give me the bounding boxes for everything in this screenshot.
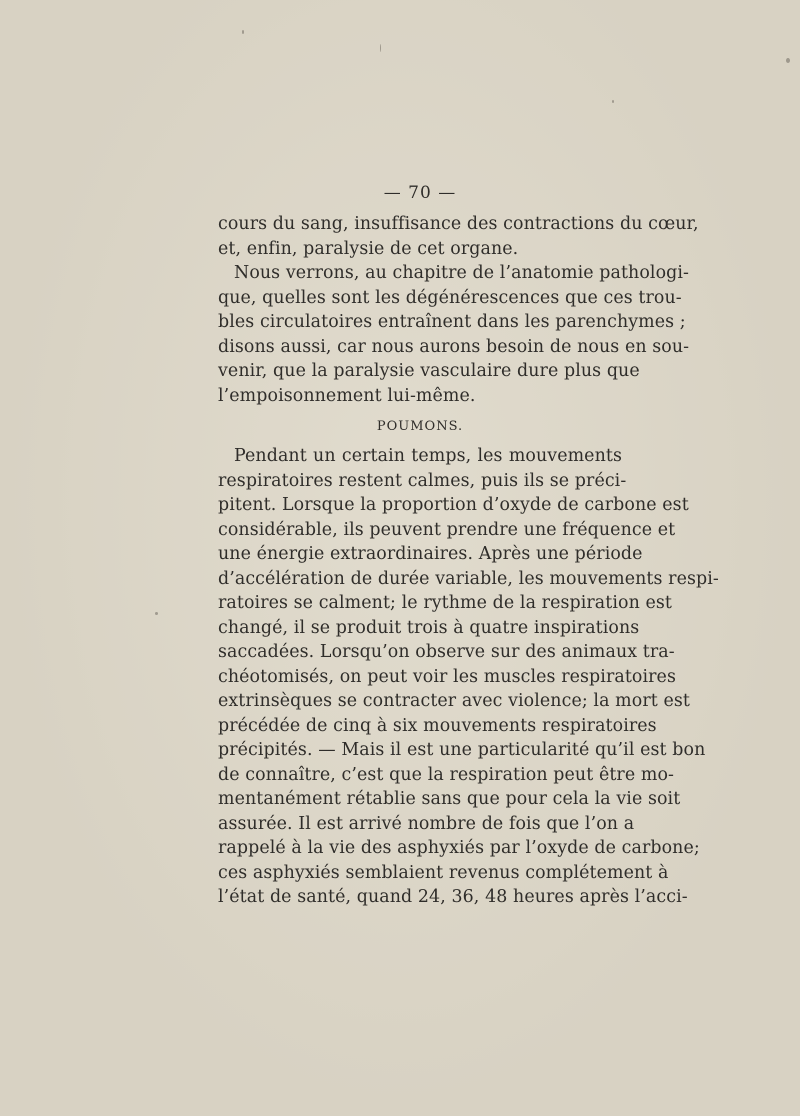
text-line: ratoires se calment; le rythme de la respiration est (218, 593, 673, 613)
text-line: ces asphyxiés semblaient revenus complétement à (218, 862, 669, 883)
paper-speck (155, 612, 158, 615)
text-line: saccadées. Lorsqu’on observe sur des animaux tra- (218, 642, 675, 662)
paragraph-respiration (218, 444, 719, 910)
page-number: — 70 — (383, 183, 457, 203)
paper-speck (786, 58, 790, 63)
text-line: extrinsèques se contracter avec violence; la mort est (218, 691, 690, 711)
text-line: Nous verrons, au chapitre de l’anatomie pathologi- (234, 263, 690, 283)
text-line: et, enfin, paralysie de cet organe. (218, 238, 519, 259)
text-line: l’état de santé, quand 24, 36, 48 heures après l’acci- (218, 887, 688, 907)
text-line: mentanément rétablie sans que pour cela la vie soit (218, 789, 681, 809)
text-line: l’empoisonnement lui-même. (218, 385, 476, 406)
text-line: chéotomisés, on peut voir les muscles respiratoires (218, 666, 676, 687)
text-line: précédée de cinq à six mouvements respiratoires (218, 715, 657, 736)
page-content (218, 180, 719, 910)
text-line: cours du sang, insuffisance des contractions du cœur, (218, 214, 699, 234)
text-line: venir, que la paralysie vasculaire dure plus que (218, 361, 640, 381)
paper-speck (380, 44, 381, 52)
section-heading: POUMONS. (376, 419, 464, 434)
text-line: respiratoires restent calmes, puis ils se préci- (218, 470, 627, 491)
text-line: bles circulatoires entraînent dans les parenchymes ; (218, 312, 686, 332)
text-line: assurée. Il est arrivé nombre de fois que l’on a (218, 813, 635, 834)
paper-speck (612, 100, 614, 103)
text-line: Pendant un certain temps, les mouvements (234, 446, 622, 466)
text-line: précipités. — Mais il est une particularité qu’il est bon (218, 740, 706, 760)
paper-speck (242, 30, 244, 34)
text-line: de connaître, c’est que la respiration peut être mo- (218, 764, 674, 785)
text-line: disons aussi, car nous aurons besoin de nous en sou- (218, 336, 690, 357)
text-line: que, quelles sont les dégénérescences que ces trou- (218, 287, 682, 308)
text-line: d’accélération de durée variable, les mouvements respi- (218, 568, 719, 589)
text-line: rappelé à la vie des asphyxiés par l’oxyde de carbone; (218, 838, 700, 858)
text-line: changé, il se produit trois à quatre inspirations (218, 617, 640, 638)
text-line: considérable, ils peuvent prendre une fréquence et (218, 519, 676, 540)
paragraph-anatomy (218, 261, 690, 408)
text-line: pitent. Lorsque la proportion d’oxyde de carbone est (218, 495, 689, 515)
paragraph-continued (218, 212, 699, 261)
text-line: une énergie extraordinaires. Après une période (218, 544, 643, 564)
